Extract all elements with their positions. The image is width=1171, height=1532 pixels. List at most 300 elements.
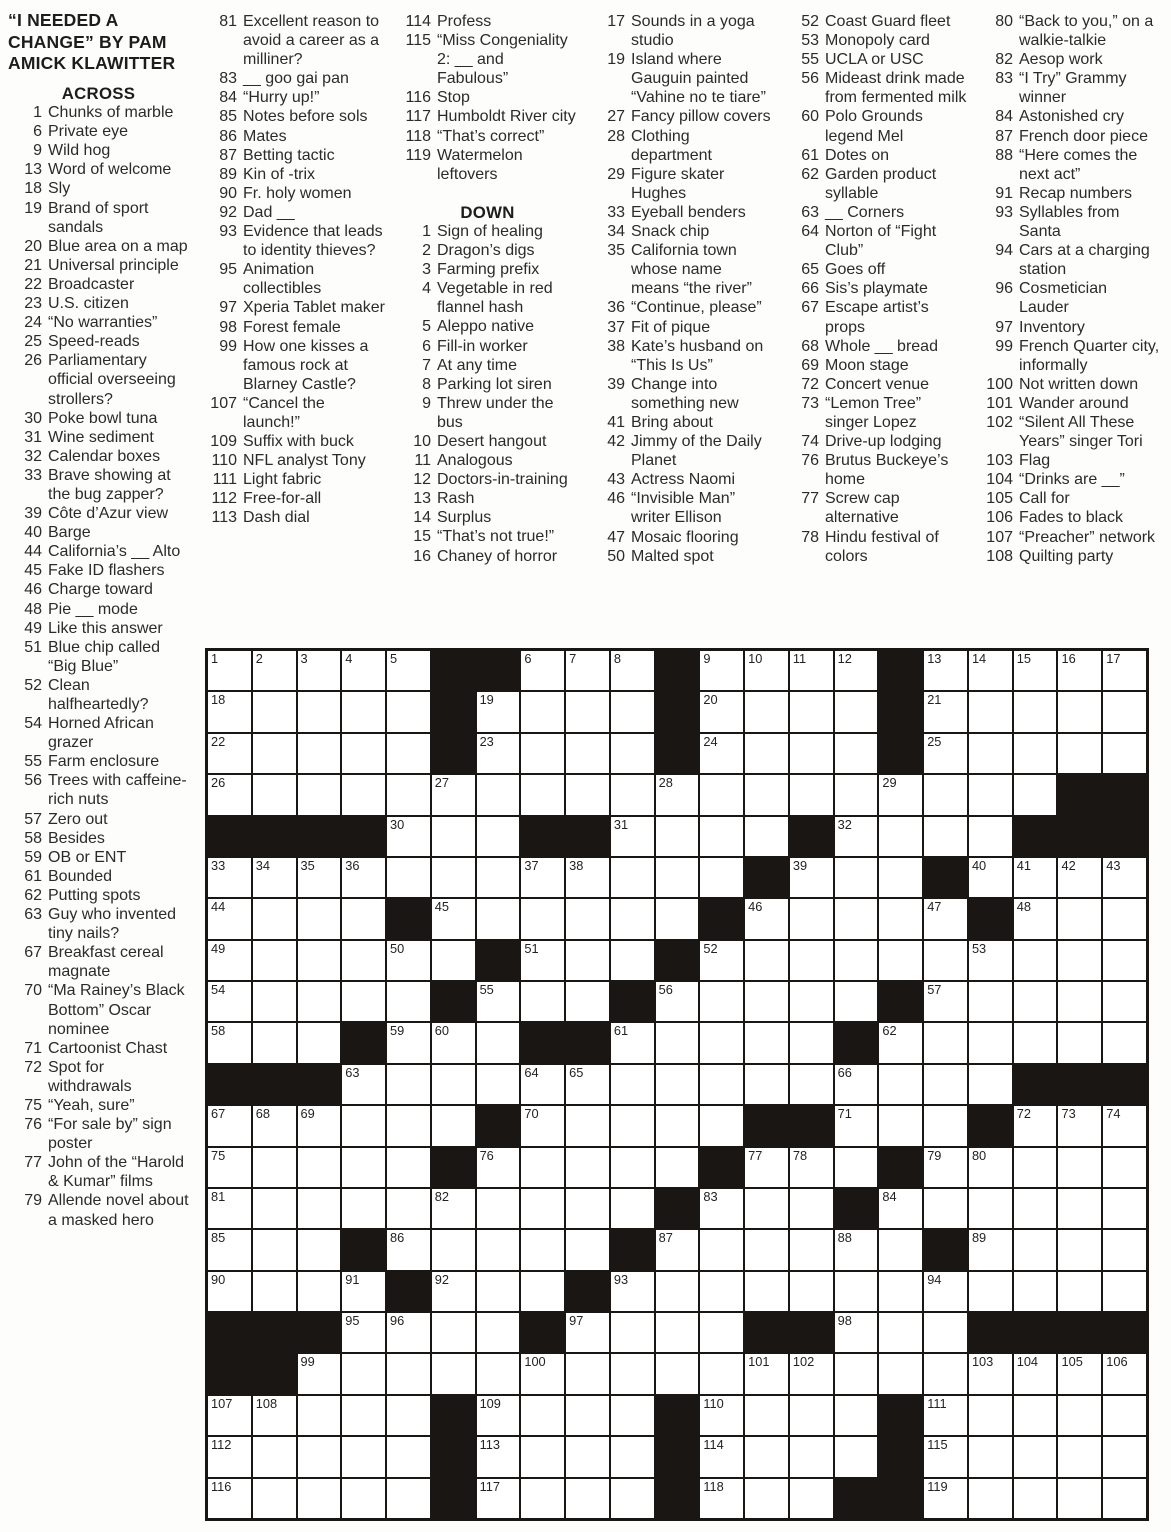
grid-cell-r2c21[interactable] (1103, 692, 1146, 731)
grid-cell-r19c1[interactable] (208, 1396, 251, 1435)
grid-cell-r5c17[interactable] (924, 817, 967, 856)
grid-cell-r9c11[interactable] (656, 982, 699, 1021)
grid-cell-r11c16[interactable] (879, 1065, 922, 1104)
grid-cell-r8c5[interactable] (387, 941, 430, 980)
grid-cell-r8c14[interactable] (790, 941, 833, 980)
grid-cell-r4c10[interactable] (611, 775, 654, 814)
grid-cell-r6c15[interactable] (835, 858, 878, 897)
grid-cell-r19c4[interactable] (342, 1396, 385, 1435)
grid-cell-r4c8[interactable] (521, 775, 564, 814)
grid-cell-r20c4[interactable] (342, 1437, 385, 1476)
grid-cell-r12c4[interactable] (342, 1106, 385, 1145)
grid-cell-r15c2[interactable] (253, 1230, 296, 1269)
grid-cell-r1c17[interactable] (924, 651, 967, 690)
grid-cell-r8c21[interactable] (1103, 941, 1146, 980)
grid-cell-r3c4[interactable] (342, 734, 385, 773)
grid-cell-r10c13[interactable] (745, 1023, 788, 1062)
grid-cell-r10c16[interactable] (879, 1023, 922, 1062)
grid-cell-r4c15[interactable] (835, 775, 878, 814)
grid-cell-r2c2[interactable] (253, 692, 296, 731)
grid-cell-r10c7[interactable] (477, 1023, 520, 1062)
grid-cell-r14c7[interactable] (477, 1189, 520, 1228)
grid-cell-r9c8[interactable] (521, 982, 564, 1021)
grid-cell-r1c20[interactable] (1058, 651, 1101, 690)
grid-cell-r6c1[interactable] (208, 858, 251, 897)
grid-cell-r8c3[interactable] (298, 941, 341, 980)
grid-cell-r8c17[interactable] (924, 941, 967, 980)
grid-cell-r18c16[interactable] (879, 1354, 922, 1393)
grid-cell-r11c14[interactable] (790, 1065, 833, 1104)
grid-cell-r11c13[interactable] (745, 1065, 788, 1104)
grid-cell-r2c1[interactable] (208, 692, 251, 731)
grid-cell-r15c11[interactable] (656, 1230, 699, 1269)
grid-cell-r13c7[interactable] (477, 1148, 520, 1187)
grid-cell-r16c2[interactable] (253, 1272, 296, 1311)
grid-cell-r4c17[interactable] (924, 775, 967, 814)
grid-cell-r14c10[interactable] (611, 1189, 654, 1228)
grid-cell-r7c7[interactable] (477, 899, 520, 938)
grid-cell-r16c16[interactable] (879, 1272, 922, 1311)
grid-cell-r21c4[interactable] (342, 1479, 385, 1518)
grid-cell-r14c12[interactable] (700, 1189, 743, 1228)
grid-cell-r3c18[interactable] (969, 734, 1012, 773)
grid-cell-r16c10[interactable] (611, 1272, 654, 1311)
grid-cell-r11c8[interactable] (521, 1065, 564, 1104)
grid-cell-r17c7[interactable] (477, 1313, 520, 1352)
grid-cell-r4c11[interactable] (656, 775, 699, 814)
grid-cell-r1c18[interactable] (969, 651, 1012, 690)
grid-cell-r2c7[interactable] (477, 692, 520, 731)
grid-cell-r21c5[interactable] (387, 1479, 430, 1518)
grid-cell-r15c6[interactable] (432, 1230, 475, 1269)
grid-cell-r18c19[interactable] (1014, 1354, 1057, 1393)
grid-cell-r9c4[interactable] (342, 982, 385, 1021)
grid-cell-r18c11[interactable] (656, 1354, 699, 1393)
grid-cell-r1c9[interactable] (566, 651, 609, 690)
grid-cell-r15c18[interactable] (969, 1230, 1012, 1269)
grid-cell-r20c8[interactable] (521, 1437, 564, 1476)
grid-cell-r8c4[interactable] (342, 941, 385, 980)
grid-cell-r1c14[interactable] (790, 651, 833, 690)
grid-cell-r6c20[interactable] (1058, 858, 1101, 897)
grid-cell-r11c15[interactable] (835, 1065, 878, 1104)
grid-cell-r12c1[interactable] (208, 1106, 251, 1145)
grid-cell-r1c12[interactable] (700, 651, 743, 690)
grid-cell-r9c1[interactable] (208, 982, 251, 1021)
grid-cell-r19c15[interactable] (835, 1396, 878, 1435)
grid-cell-r20c7[interactable] (477, 1437, 520, 1476)
grid-cell-r3c12[interactable] (700, 734, 743, 773)
grid-cell-r19c13[interactable] (745, 1396, 788, 1435)
grid-cell-r17c12[interactable] (700, 1313, 743, 1352)
grid-cell-r11c5[interactable] (387, 1065, 430, 1104)
grid-cell-r12c10[interactable] (611, 1106, 654, 1145)
grid-cell-r12c16[interactable] (879, 1106, 922, 1145)
grid-cell-r19c9[interactable] (566, 1396, 609, 1435)
grid-cell-r8c12[interactable] (700, 941, 743, 980)
grid-cell-r11c4[interactable] (342, 1065, 385, 1104)
grid-cell-r20c1[interactable] (208, 1437, 251, 1476)
grid-cell-r13c8[interactable] (521, 1148, 564, 1187)
grid-cell-r20c18[interactable] (969, 1437, 1012, 1476)
grid-cell-r3c13[interactable] (745, 734, 788, 773)
grid-cell-r17c4[interactable] (342, 1313, 385, 1352)
grid-cell-r1c5[interactable] (387, 651, 430, 690)
grid-cell-r12c19[interactable] (1014, 1106, 1057, 1145)
grid-cell-r5c13[interactable] (745, 817, 788, 856)
grid-cell-r10c19[interactable] (1014, 1023, 1057, 1062)
grid-cell-r3c14[interactable] (790, 734, 833, 773)
grid-cell-r6c11[interactable] (656, 858, 699, 897)
grid-cell-r19c18[interactable] (969, 1396, 1012, 1435)
grid-cell-r14c8[interactable] (521, 1189, 564, 1228)
grid-cell-r5c12[interactable] (700, 817, 743, 856)
grid-cell-r10c18[interactable] (969, 1023, 1012, 1062)
grid-cell-r11c6[interactable] (432, 1065, 475, 1104)
grid-cell-r18c17[interactable] (924, 1354, 967, 1393)
grid-cell-r6c2[interactable] (253, 858, 296, 897)
grid-cell-r14c2[interactable] (253, 1189, 296, 1228)
grid-cell-r8c10[interactable] (611, 941, 654, 980)
grid-cell-r7c19[interactable] (1014, 899, 1057, 938)
grid-cell-r21c3[interactable] (298, 1479, 341, 1518)
grid-cell-r11c12[interactable] (700, 1065, 743, 1104)
grid-cell-r14c20[interactable] (1058, 1189, 1101, 1228)
grid-cell-r14c9[interactable] (566, 1189, 609, 1228)
grid-cell-r9c20[interactable] (1058, 982, 1101, 1021)
grid-cell-r18c4[interactable] (342, 1354, 385, 1393)
grid-cell-r8c8[interactable] (521, 941, 564, 980)
grid-cell-r7c3[interactable] (298, 899, 341, 938)
grid-cell-r21c14[interactable] (790, 1479, 833, 1518)
grid-cell-r5c7[interactable] (477, 817, 520, 856)
grid-cell-r1c15[interactable] (835, 651, 878, 690)
grid-cell-r13c4[interactable] (342, 1148, 385, 1187)
grid-cell-r16c18[interactable] (969, 1272, 1012, 1311)
grid-cell-r18c18[interactable] (969, 1354, 1012, 1393)
grid-cell-r7c14[interactable] (790, 899, 833, 938)
grid-cell-r1c4[interactable] (342, 651, 385, 690)
grid-cell-r18c8[interactable] (521, 1354, 564, 1393)
grid-cell-r19c2[interactable] (253, 1396, 296, 1435)
grid-cell-r9c2[interactable] (253, 982, 296, 1021)
grid-cell-r16c3[interactable] (298, 1272, 341, 1311)
grid-cell-r4c7[interactable] (477, 775, 520, 814)
grid-cell-r1c13[interactable] (745, 651, 788, 690)
grid-cell-r13c14[interactable] (790, 1148, 833, 1187)
grid-cell-r5c15[interactable] (835, 817, 878, 856)
grid-cell-r21c19[interactable] (1014, 1479, 1057, 1518)
grid-cell-r19c14[interactable] (790, 1396, 833, 1435)
grid-cell-r16c13[interactable] (745, 1272, 788, 1311)
grid-cell-r7c4[interactable] (342, 899, 385, 938)
grid-cell-r20c17[interactable] (924, 1437, 967, 1476)
grid-cell-r2c8[interactable] (521, 692, 564, 731)
grid-cell-r7c10[interactable] (611, 899, 654, 938)
grid-cell-r16c19[interactable] (1014, 1272, 1057, 1311)
grid-cell-r19c5[interactable] (387, 1396, 430, 1435)
grid-cell-r7c9[interactable] (566, 899, 609, 938)
grid-cell-r13c5[interactable] (387, 1148, 430, 1187)
grid-cell-r7c11[interactable] (656, 899, 699, 938)
grid-cell-r2c18[interactable] (969, 692, 1012, 731)
grid-cell-r21c9[interactable] (566, 1479, 609, 1518)
grid-cell-r12c3[interactable] (298, 1106, 341, 1145)
grid-cell-r2c3[interactable] (298, 692, 341, 731)
grid-cell-r18c12[interactable] (700, 1354, 743, 1393)
grid-cell-r20c5[interactable] (387, 1437, 430, 1476)
grid-cell-r17c17[interactable] (924, 1313, 967, 1352)
grid-cell-r16c12[interactable] (700, 1272, 743, 1311)
grid-cell-r7c13[interactable] (745, 899, 788, 938)
grid-cell-r7c15[interactable] (835, 899, 878, 938)
grid-cell-r18c14[interactable] (790, 1354, 833, 1393)
grid-cell-r3c5[interactable] (387, 734, 430, 773)
grid-cell-r15c20[interactable] (1058, 1230, 1101, 1269)
grid-cell-r13c2[interactable] (253, 1148, 296, 1187)
grid-cell-r6c18[interactable] (969, 858, 1012, 897)
grid-cell-r20c20[interactable] (1058, 1437, 1101, 1476)
grid-cell-r10c2[interactable] (253, 1023, 296, 1062)
grid-cell-r6c16[interactable] (879, 858, 922, 897)
grid-cell-r2c9[interactable] (566, 692, 609, 731)
grid-cell-r16c7[interactable] (477, 1272, 520, 1311)
grid-cell-r12c11[interactable] (656, 1106, 699, 1145)
grid-cell-r21c18[interactable] (969, 1479, 1012, 1518)
grid-cell-r11c11[interactable] (656, 1065, 699, 1104)
grid-cell-r14c13[interactable] (745, 1189, 788, 1228)
grid-cell-r4c13[interactable] (745, 775, 788, 814)
grid-cell-r18c3[interactable] (298, 1354, 341, 1393)
grid-cell-r13c9[interactable] (566, 1148, 609, 1187)
grid-cell-r5c10[interactable] (611, 817, 654, 856)
grid-cell-r20c21[interactable] (1103, 1437, 1146, 1476)
grid-cell-r3c8[interactable] (521, 734, 564, 773)
grid-cell-r20c13[interactable] (745, 1437, 788, 1476)
grid-cell-r10c17[interactable] (924, 1023, 967, 1062)
grid-cell-r21c2[interactable] (253, 1479, 296, 1518)
grid-cell-r15c5[interactable] (387, 1230, 430, 1269)
grid-cell-r19c10[interactable] (611, 1396, 654, 1435)
grid-cell-r15c3[interactable] (298, 1230, 341, 1269)
grid-cell-r20c9[interactable] (566, 1437, 609, 1476)
grid-cell-r1c1[interactable] (208, 651, 251, 690)
grid-cell-r5c18[interactable] (969, 817, 1012, 856)
grid-cell-r19c3[interactable] (298, 1396, 341, 1435)
grid-cell-r21c7[interactable] (477, 1479, 520, 1518)
grid-cell-r13c13[interactable] (745, 1148, 788, 1187)
grid-cell-r5c11[interactable] (656, 817, 699, 856)
grid-cell-r9c3[interactable] (298, 982, 341, 1021)
grid-cell-r18c13[interactable] (745, 1354, 788, 1393)
grid-cell-r3c10[interactable] (611, 734, 654, 773)
grid-cell-r1c21[interactable] (1103, 651, 1146, 690)
grid-cell-r4c14[interactable] (790, 775, 833, 814)
grid-cell-r2c13[interactable] (745, 692, 788, 731)
grid-cell-r5c5[interactable] (387, 817, 430, 856)
grid-cell-r20c12[interactable] (700, 1437, 743, 1476)
grid-cell-r14c16[interactable] (879, 1189, 922, 1228)
grid-cell-r20c3[interactable] (298, 1437, 341, 1476)
grid-cell-r20c14[interactable] (790, 1437, 833, 1476)
grid-cell-r1c2[interactable] (253, 651, 296, 690)
grid-cell-r7c2[interactable] (253, 899, 296, 938)
grid-cell-r14c3[interactable] (298, 1189, 341, 1228)
grid-cell-r16c17[interactable] (924, 1272, 967, 1311)
grid-cell-r3c1[interactable] (208, 734, 251, 773)
grid-cell-r16c11[interactable] (656, 1272, 699, 1311)
grid-cell-r17c9[interactable] (566, 1313, 609, 1352)
grid-cell-r7c6[interactable] (432, 899, 475, 938)
grid-cell-r16c1[interactable] (208, 1272, 251, 1311)
grid-cell-r18c6[interactable] (432, 1354, 475, 1393)
grid-cell-r14c19[interactable] (1014, 1189, 1057, 1228)
grid-cell-r12c17[interactable] (924, 1106, 967, 1145)
grid-cell-r19c21[interactable] (1103, 1396, 1146, 1435)
grid-cell-r14c6[interactable] (432, 1189, 475, 1228)
grid-cell-r15c1[interactable] (208, 1230, 251, 1269)
grid-cell-r21c21[interactable] (1103, 1479, 1146, 1518)
grid-cell-r13c18[interactable] (969, 1148, 1012, 1187)
grid-cell-r3c20[interactable] (1058, 734, 1101, 773)
grid-cell-r14c4[interactable] (342, 1189, 385, 1228)
grid-cell-r2c10[interactable] (611, 692, 654, 731)
grid-cell-r19c8[interactable] (521, 1396, 564, 1435)
grid-cell-r13c11[interactable] (656, 1148, 699, 1187)
grid-cell-r12c12[interactable] (700, 1106, 743, 1145)
grid-cell-r15c12[interactable] (700, 1230, 743, 1269)
grid-cell-r15c14[interactable] (790, 1230, 833, 1269)
grid-cell-r8c18[interactable] (969, 941, 1012, 980)
grid-cell-r20c15[interactable] (835, 1437, 878, 1476)
grid-cell-r13c10[interactable] (611, 1148, 654, 1187)
grid-cell-r8c19[interactable] (1014, 941, 1057, 980)
grid-cell-r21c12[interactable] (700, 1479, 743, 1518)
grid-cell-r8c13[interactable] (745, 941, 788, 980)
grid-cell-r12c8[interactable] (521, 1106, 564, 1145)
grid-cell-r16c20[interactable] (1058, 1272, 1101, 1311)
grid-cell-r2c15[interactable] (835, 692, 878, 731)
grid-cell-r6c12[interactable] (700, 858, 743, 897)
grid-cell-r6c4[interactable] (342, 858, 385, 897)
grid-cell-r14c21[interactable] (1103, 1189, 1146, 1228)
grid-cell-r14c18[interactable] (969, 1189, 1012, 1228)
grid-cell-r3c21[interactable] (1103, 734, 1146, 773)
grid-cell-r19c17[interactable] (924, 1396, 967, 1435)
grid-cell-r15c15[interactable] (835, 1230, 878, 1269)
grid-cell-r9c12[interactable] (700, 982, 743, 1021)
grid-cell-r13c1[interactable] (208, 1148, 251, 1187)
grid-cell-r17c6[interactable] (432, 1313, 475, 1352)
grid-cell-r2c19[interactable] (1014, 692, 1057, 731)
grid-cell-r15c8[interactable] (521, 1230, 564, 1269)
grid-cell-r21c13[interactable] (745, 1479, 788, 1518)
grid-cell-r11c18[interactable] (969, 1065, 1012, 1104)
grid-cell-r16c15[interactable] (835, 1272, 878, 1311)
grid-cell-r18c10[interactable] (611, 1354, 654, 1393)
grid-cell-r21c17[interactable] (924, 1479, 967, 1518)
grid-cell-r18c21[interactable] (1103, 1354, 1146, 1393)
grid-cell-r17c16[interactable] (879, 1313, 922, 1352)
grid-cell-r5c16[interactable] (879, 817, 922, 856)
grid-cell-r8c2[interactable] (253, 941, 296, 980)
grid-cell-r4c12[interactable] (700, 775, 743, 814)
grid-cell-r10c5[interactable] (387, 1023, 430, 1062)
grid-cell-r20c19[interactable] (1014, 1437, 1057, 1476)
grid-cell-r18c9[interactable] (566, 1354, 609, 1393)
grid-cell-r2c12[interactable] (700, 692, 743, 731)
grid-cell-r13c19[interactable] (1014, 1148, 1057, 1187)
grid-cell-r7c16[interactable] (879, 899, 922, 938)
grid-cell-r21c8[interactable] (521, 1479, 564, 1518)
grid-cell-r6c14[interactable] (790, 858, 833, 897)
grid-cell-r3c2[interactable] (253, 734, 296, 773)
grid-cell-r2c17[interactable] (924, 692, 967, 731)
grid-cell-r2c14[interactable] (790, 692, 833, 731)
grid-cell-r7c20[interactable] (1058, 899, 1101, 938)
grid-cell-r15c7[interactable] (477, 1230, 520, 1269)
grid-cell-r14c5[interactable] (387, 1189, 430, 1228)
grid-cell-r17c15[interactable] (835, 1313, 878, 1352)
grid-cell-r16c21[interactable] (1103, 1272, 1146, 1311)
grid-cell-r12c2[interactable] (253, 1106, 296, 1145)
grid-cell-r10c12[interactable] (700, 1023, 743, 1062)
grid-cell-r2c20[interactable] (1058, 692, 1101, 731)
grid-cell-r12c6[interactable] (432, 1106, 475, 1145)
grid-cell-r1c8[interactable] (521, 651, 564, 690)
grid-cell-r21c10[interactable] (611, 1479, 654, 1518)
grid-cell-r16c6[interactable] (432, 1272, 475, 1311)
grid-cell-r7c1[interactable] (208, 899, 251, 938)
grid-cell-r6c10[interactable] (611, 858, 654, 897)
grid-cell-r19c12[interactable] (700, 1396, 743, 1435)
grid-cell-r4c1[interactable] (208, 775, 251, 814)
grid-cell-r17c5[interactable] (387, 1313, 430, 1352)
grid-cell-r13c15[interactable] (835, 1148, 878, 1187)
grid-cell-r19c19[interactable] (1014, 1396, 1057, 1435)
grid-cell-r6c21[interactable] (1103, 858, 1146, 897)
grid-cell-r10c11[interactable] (656, 1023, 699, 1062)
grid-cell-r1c19[interactable] (1014, 651, 1057, 690)
grid-cell-r9c17[interactable] (924, 982, 967, 1021)
grid-cell-r21c20[interactable] (1058, 1479, 1101, 1518)
grid-cell-r16c4[interactable] (342, 1272, 385, 1311)
grid-cell-r1c3[interactable] (298, 651, 341, 690)
grid-cell-r4c3[interactable] (298, 775, 341, 814)
grid-cell-r13c20[interactable] (1058, 1148, 1101, 1187)
grid-cell-r6c7[interactable] (477, 858, 520, 897)
grid-cell-r7c8[interactable] (521, 899, 564, 938)
grid-cell-r4c18[interactable] (969, 775, 1012, 814)
grid-cell-r16c14[interactable] (790, 1272, 833, 1311)
grid-cell-r13c17[interactable] (924, 1148, 967, 1187)
grid-cell-r15c16[interactable] (879, 1230, 922, 1269)
grid-cell-r9c21[interactable] (1103, 982, 1146, 1021)
grid-cell-r15c13[interactable] (745, 1230, 788, 1269)
grid-cell-r15c19[interactable] (1014, 1230, 1057, 1269)
grid-cell-r5c6[interactable] (432, 817, 475, 856)
grid-cell-r3c15[interactable] (835, 734, 878, 773)
grid-cell-r15c9[interactable] (566, 1230, 609, 1269)
grid-cell-r18c5[interactable] (387, 1354, 430, 1393)
grid-cell-r3c19[interactable] (1014, 734, 1057, 773)
grid-cell-r11c7[interactable] (477, 1065, 520, 1104)
grid-cell-r8c15[interactable] (835, 941, 878, 980)
grid-cell-r14c14[interactable] (790, 1189, 833, 1228)
grid-cell-r3c9[interactable] (566, 734, 609, 773)
grid-cell-r19c7[interactable] (477, 1396, 520, 1435)
grid-cell-r6c6[interactable] (432, 858, 475, 897)
